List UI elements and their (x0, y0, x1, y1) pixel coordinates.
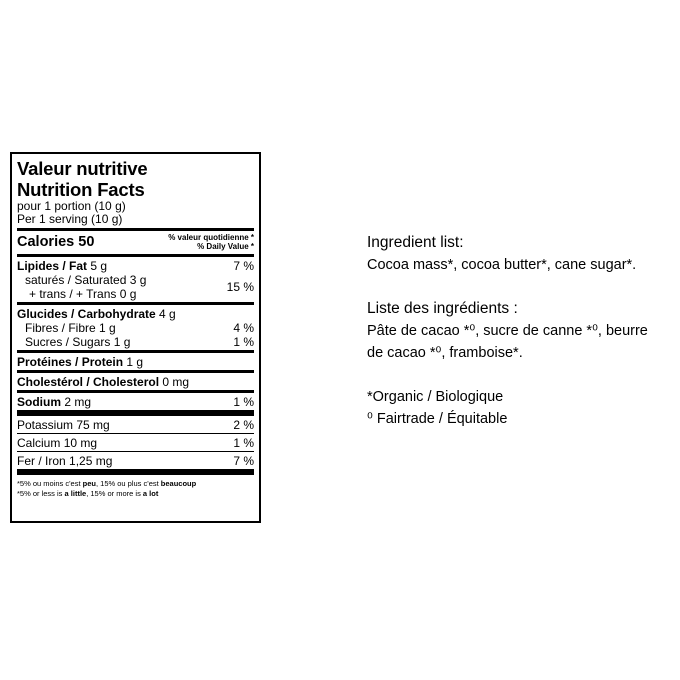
dv-header-fr: % valeur quotidienne * (168, 233, 254, 242)
fat-row (17, 259, 254, 273)
trans-value: 0 g (119, 287, 137, 301)
sugars-label: Sucres / Sugars (25, 335, 111, 349)
protein-value: 1 g (126, 355, 144, 369)
carb-row (17, 307, 254, 321)
carb-block (17, 305, 254, 350)
saturated-label: saturés / Saturated (25, 273, 127, 287)
spacer (367, 364, 667, 386)
protein-label: Protéines / Protein (17, 355, 124, 369)
calcium-label: Calcium (17, 436, 61, 450)
ingredients-en-text: Cocoa mass*, cocoa butter*, cane sugar*. (367, 257, 637, 273)
serving-en: Per 1 serving (10 g) (17, 212, 123, 226)
potassium-label: Potassium (17, 418, 74, 432)
cholesterol-block (17, 373, 254, 390)
ingredients-panel (367, 232, 667, 430)
dv-header-en: % Daily Value * (197, 242, 254, 251)
fat-block (17, 257, 254, 302)
calories-label: Calories (17, 234, 75, 250)
title-fr: Valeur nutritive (17, 158, 148, 179)
footnote-en-d: a lot (142, 489, 159, 498)
nutrition-facts-table (10, 152, 261, 523)
serving-fr: pour 1 portion (10 g) (17, 199, 126, 213)
footnote-fr-a: *5% ou moins c'est (17, 479, 83, 488)
sat-trans-pct: 15 % (226, 280, 254, 294)
footnote (17, 475, 254, 499)
carb-value: 4 g (159, 307, 176, 321)
ingredients-fr-text: Pâte de cacao *⁰, sucre de canne *⁰, beurre de cacao *⁰, framboise*. (367, 323, 648, 361)
fibre-value: 1 g (99, 321, 116, 335)
ingredients-fr-heading: Liste des ingrédients : (367, 300, 518, 317)
calories (17, 234, 94, 250)
calories-value: 50 (78, 234, 95, 250)
potassium-block (17, 416, 254, 433)
footnote-fr-d: beaucoup (160, 479, 197, 488)
ingredients-en-heading: Ingredient list: (367, 234, 464, 251)
fat-pct: 7 % (233, 259, 254, 273)
potassium-pct: 2 % (233, 418, 254, 432)
protein-row (17, 355, 254, 369)
footnote-fr (17, 479, 254, 489)
cholesterol-label: Cholestérol / Cholesterol (17, 375, 160, 389)
carb-label: Glucides / Carbohydrate (17, 307, 156, 321)
footnote-en-c: , 15% or more is (86, 489, 143, 498)
cholesterol-value: 0 mg (162, 375, 190, 389)
sodium-row (17, 395, 254, 409)
iron-pct: 7 % (233, 454, 254, 468)
fibre-row (17, 321, 254, 335)
iron-row (17, 454, 254, 468)
cholesterol-row (17, 375, 254, 389)
calcium-value: 10 mg (63, 436, 98, 450)
footnote-en-a: *5% or less is (17, 489, 65, 498)
spacer (367, 276, 667, 298)
potassium-value: 75 mg (76, 418, 110, 432)
fibre-pct: 4 % (233, 321, 254, 335)
protein-block (17, 353, 254, 370)
saturated-row (17, 273, 146, 287)
calcium-block (17, 434, 254, 451)
title-en: Nutrition Facts (17, 179, 145, 200)
iron-value: 1,25 mg (69, 454, 113, 468)
sodium-value: 2 mg (64, 395, 92, 409)
sat-trans-block (17, 273, 254, 301)
iron-label: Fer / Iron (17, 454, 66, 468)
organic-note: *Organic / Biologique (367, 389, 504, 405)
trans-label: + trans / + Trans (29, 287, 117, 301)
dv-header (168, 233, 254, 251)
sugars-value: 1 g (113, 335, 131, 349)
fat-label: Lipides / Fat (17, 259, 88, 273)
sodium-pct: 1 % (233, 395, 254, 409)
sodium-label: Sodium (17, 395, 61, 409)
sodium-block (17, 393, 254, 410)
saturated-value: 3 g (129, 273, 147, 287)
footnote-en-b: a little (64, 489, 87, 498)
potassium-row (17, 418, 254, 432)
footnote-fr-b: peu (82, 479, 96, 488)
iron-block (17, 452, 254, 469)
sugars-pct: 1 % (233, 335, 254, 349)
trans-row (17, 287, 146, 301)
calcium-pct: 1 % (233, 436, 254, 450)
fibre-label: Fibres / Fibre (25, 321, 96, 335)
sugars-row (17, 335, 254, 349)
footnote-en (17, 489, 254, 499)
fat-value: 5 g (90, 259, 108, 273)
calcium-row (17, 436, 254, 450)
footnote-fr-c: , 15% ou plus c'est (95, 479, 161, 488)
fairtrade-note: ⁰ Fairtrade / Équitable (367, 411, 508, 427)
